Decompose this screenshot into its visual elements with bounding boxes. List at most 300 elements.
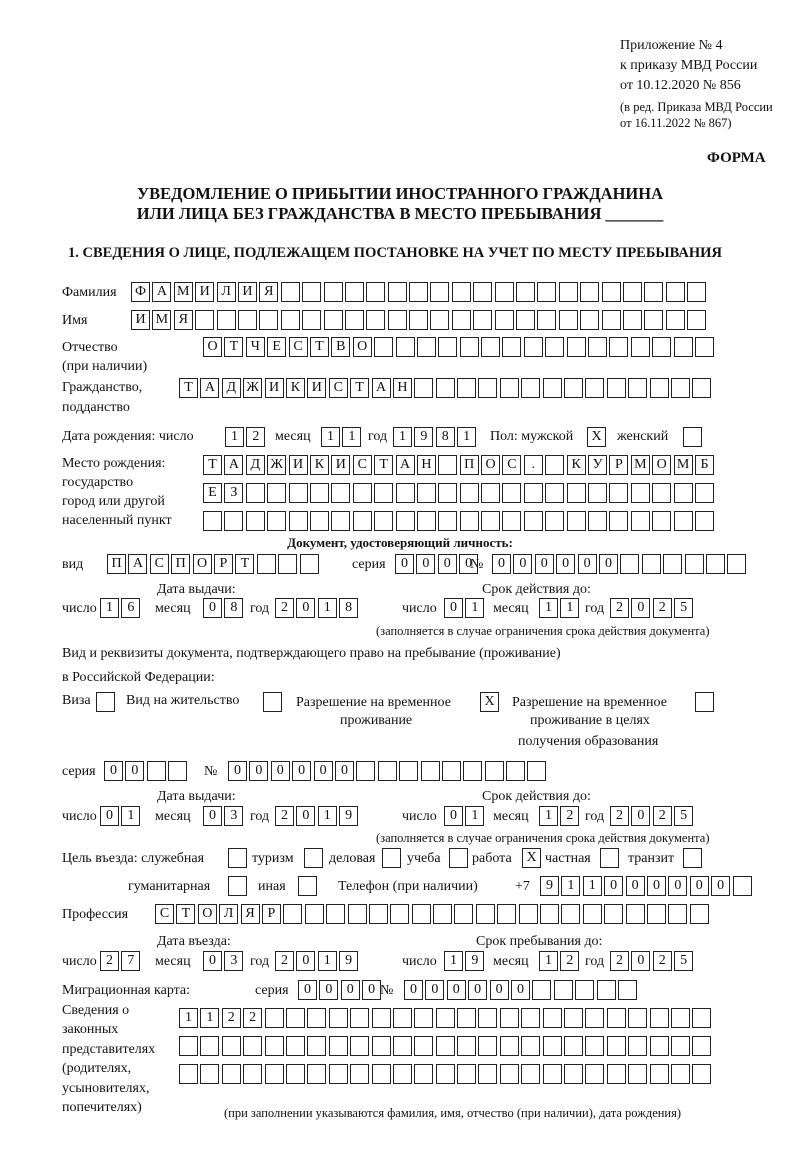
char-cell[interactable] [652,511,671,531]
char-cell[interactable]: А [372,378,391,398]
char-cell[interactable]: 2 [243,1008,262,1028]
char-cell[interactable] [438,483,457,503]
char-cell[interactable] [257,554,276,574]
char-cell[interactable]: 0 [296,951,315,971]
char-cell[interactable] [438,337,457,357]
char-cell[interactable] [668,904,687,924]
char-cell[interactable] [626,904,645,924]
char-cell[interactable] [543,1036,562,1056]
char-cell[interactable]: 0 [314,761,333,781]
purpose-official-checkbox[interactable] [228,848,249,868]
char-cell[interactable] [607,1036,626,1056]
char-cell[interactable] [417,483,436,503]
char-cell[interactable]: 1 [200,1008,219,1028]
char-cell[interactable]: 0 [203,951,222,971]
char-cell[interactable] [527,761,546,781]
char-cell[interactable] [366,310,385,330]
char-cell[interactable]: 0 [425,980,444,1000]
char-cell[interactable]: 9 [414,427,433,447]
char-cell[interactable]: 5 [674,598,693,618]
char-cell[interactable] [243,1064,262,1084]
char-cell[interactable] [495,282,514,302]
char-cell[interactable] [263,692,282,712]
visa-checkbox[interactable] [96,692,117,712]
char-cell[interactable]: 0 [711,876,730,896]
char-cell[interactable]: 0 [459,554,478,574]
char-cell[interactable] [399,761,418,781]
char-cell[interactable] [286,1064,305,1084]
char-cell[interactable]: К [567,455,586,475]
char-cell[interactable] [674,511,693,531]
char-cell[interactable] [393,1008,412,1028]
purpose-other-checkbox[interactable] [298,876,319,896]
char-cell[interactable] [222,1064,241,1084]
char-cell[interactable] [393,1036,412,1056]
char-cell[interactable] [674,337,693,357]
char-cell[interactable] [623,282,642,302]
char-cell[interactable] [350,1064,369,1084]
char-cell[interactable] [329,1036,348,1056]
char-cell[interactable]: Д [222,378,241,398]
char-cell[interactable]: Т [224,337,243,357]
char-cell[interactable] [671,1064,690,1084]
char-cell[interactable] [692,1008,711,1028]
id-valid-month-field[interactable] [539,598,582,618]
char-cell[interactable]: И [265,378,284,398]
char-cell[interactable] [463,761,482,781]
char-cell[interactable] [331,511,350,531]
char-cell[interactable] [588,511,607,531]
char-cell[interactable]: 0 [228,761,247,781]
char-cell[interactable] [650,1036,669,1056]
char-cell[interactable] [388,310,407,330]
char-cell[interactable] [307,1064,326,1084]
char-cell[interactable]: О [353,337,372,357]
char-cell[interactable]: 1 [457,427,476,447]
char-cell[interactable]: 2 [610,951,629,971]
char-cell[interactable] [298,876,317,896]
stay-valid-day-field[interactable] [444,806,487,826]
char-cell[interactable] [618,980,637,1000]
char-cell[interactable]: М [174,282,193,302]
char-cell[interactable] [300,554,319,574]
char-cell[interactable] [372,1064,391,1084]
char-cell[interactable]: 0 [292,761,311,781]
char-cell[interactable] [543,1064,562,1084]
char-cell[interactable]: 0 [362,980,381,1000]
char-cell[interactable] [228,848,247,868]
char-cell[interactable]: Р [214,554,233,574]
trp-checkbox[interactable] [480,692,501,712]
char-cell[interactable] [243,1036,262,1056]
entry-month-field[interactable] [203,951,246,971]
char-cell[interactable] [666,282,685,302]
migration-number-field[interactable] [404,980,639,1000]
char-cell[interactable]: Ж [267,455,286,475]
char-cell[interactable]: 0 [631,951,650,971]
char-cell[interactable]: 3 [224,951,243,971]
stay-valid-month-field[interactable] [539,806,582,826]
dob-year-field[interactable] [393,427,479,447]
char-cell[interactable] [537,282,556,302]
sex-male-checkbox[interactable] [587,427,608,447]
char-cell[interactable] [671,378,690,398]
char-cell[interactable] [652,337,671,357]
char-cell[interactable]: 0 [668,876,687,896]
char-cell[interactable] [460,337,479,357]
char-cell[interactable] [324,282,343,302]
char-cell[interactable] [289,511,308,531]
char-cell[interactable]: 1 [465,598,484,618]
char-cell[interactable] [559,310,578,330]
char-cell[interactable] [642,554,661,574]
char-cell[interactable] [460,483,479,503]
char-cell[interactable]: 1 [583,876,602,896]
char-cell[interactable] [452,310,471,330]
char-cell[interactable] [393,1064,412,1084]
char-cell[interactable]: 0 [447,980,466,1000]
char-cell[interactable] [436,1008,455,1028]
char-cell[interactable] [502,337,521,357]
char-cell[interactable] [585,378,604,398]
char-cell[interactable] [356,761,375,781]
char-cell[interactable] [228,876,247,896]
char-cell[interactable] [369,904,388,924]
char-cell[interactable]: X [522,848,541,868]
char-cell[interactable]: 5 [674,951,693,971]
char-cell[interactable] [583,904,602,924]
char-cell[interactable]: 1 [318,951,337,971]
char-cell[interactable] [650,1008,669,1028]
char-cell[interactable]: 1 [539,806,558,826]
char-cell[interactable]: 0 [296,598,315,618]
char-cell[interactable]: О [481,455,500,475]
char-cell[interactable]: П [171,554,190,574]
purpose-study-checkbox[interactable] [449,848,470,868]
char-cell[interactable] [238,310,257,330]
char-cell[interactable] [414,1008,433,1028]
id-valid-year-field[interactable] [610,598,696,618]
char-cell[interactable]: Т [235,554,254,574]
char-cell[interactable] [543,378,562,398]
char-cell[interactable] [521,1008,540,1028]
char-cell[interactable]: К [286,378,305,398]
char-cell[interactable]: 0 [690,876,709,896]
dob-month-field[interactable] [321,427,364,447]
char-cell[interactable] [502,483,521,503]
char-cell[interactable] [329,1008,348,1028]
char-cell[interactable]: 3 [224,806,243,826]
char-cell[interactable] [628,1008,647,1028]
char-cell[interactable] [396,337,415,357]
char-cell[interactable] [692,378,711,398]
char-cell[interactable] [733,876,752,896]
char-cell[interactable]: Т [350,378,369,398]
char-cell[interactable]: Е [203,483,222,503]
char-cell[interactable] [476,904,495,924]
char-cell[interactable]: С [289,337,308,357]
char-cell[interactable]: 0 [298,980,317,1000]
char-cell[interactable]: О [193,554,212,574]
char-cell[interactable] [671,1036,690,1056]
phone-field[interactable] [540,876,754,896]
char-cell[interactable] [524,337,543,357]
char-cell[interactable] [454,904,473,924]
stay-issue-month-field[interactable] [203,806,246,826]
char-cell[interactable] [564,378,583,398]
char-cell[interactable] [438,455,457,475]
char-cell[interactable] [348,904,367,924]
char-cell[interactable] [449,848,468,868]
char-cell[interactable]: 0 [203,806,222,826]
char-cell[interactable]: Б [695,455,714,475]
char-cell[interactable] [350,1008,369,1028]
char-cell[interactable]: 8 [339,598,358,618]
char-cell[interactable]: 0 [125,761,144,781]
char-cell[interactable] [585,1064,604,1084]
char-cell[interactable]: Я [241,904,260,924]
char-cell[interactable]: 1 [318,806,337,826]
char-cell[interactable]: 9 [339,951,358,971]
char-cell[interactable] [524,483,543,503]
char-cell[interactable] [564,1008,583,1028]
char-cell[interactable]: 1 [465,806,484,826]
char-cell[interactable] [559,282,578,302]
id-doc-type-field[interactable] [107,554,321,574]
char-cell[interactable] [500,378,519,398]
char-cell[interactable]: П [107,554,126,574]
stay-issue-year-field[interactable] [275,806,361,826]
char-cell[interactable]: 2 [275,951,294,971]
char-cell[interactable]: 0 [578,554,597,574]
char-cell[interactable] [168,761,187,781]
char-cell[interactable]: А [396,455,415,475]
char-cell[interactable]: 1 [225,427,244,447]
char-cell[interactable] [286,1008,305,1028]
char-cell[interactable]: Р [262,904,281,924]
surname-field[interactable] [131,282,709,302]
char-cell[interactable]: 0 [468,980,487,1000]
char-cell[interactable]: 0 [490,980,509,1000]
char-cell[interactable] [259,310,278,330]
char-cell[interactable]: 0 [104,761,123,781]
char-cell[interactable] [374,483,393,503]
char-cell[interactable]: 2 [653,598,672,618]
char-cell[interactable] [609,337,628,357]
stay-month-field[interactable] [539,951,582,971]
char-cell[interactable] [457,378,476,398]
char-cell[interactable] [545,483,564,503]
id-doc-series-field[interactable] [395,554,484,574]
char-cell[interactable] [609,483,628,503]
char-cell[interactable] [537,310,556,330]
char-cell[interactable]: 0 [319,980,338,1000]
citizenship-field[interactable] [179,378,714,398]
char-cell[interactable] [350,1036,369,1056]
char-cell[interactable] [278,554,297,574]
char-cell[interactable]: И [331,455,350,475]
char-cell[interactable]: С [353,455,372,475]
char-cell[interactable] [412,904,431,924]
char-cell[interactable]: 0 [604,876,623,896]
char-cell[interactable] [567,337,586,357]
char-cell[interactable] [647,904,666,924]
char-cell[interactable]: 0 [335,761,354,781]
char-cell[interactable] [695,483,714,503]
char-cell[interactable] [417,511,436,531]
char-cell[interactable] [304,848,323,868]
entry-year-field[interactable] [275,951,361,971]
pob-field-3[interactable] [203,511,716,531]
char-cell[interactable]: 0 [492,554,511,574]
char-cell[interactable] [305,904,324,924]
char-cell[interactable] [265,1008,284,1028]
char-cell[interactable] [650,378,669,398]
char-cell[interactable] [436,378,455,398]
char-cell[interactable] [224,511,243,531]
char-cell[interactable]: 1 [121,806,140,826]
char-cell[interactable] [478,378,497,398]
stay-year-field[interactable] [610,951,696,971]
char-cell[interactable] [727,554,746,574]
char-cell[interactable] [502,511,521,531]
char-cell[interactable]: А [200,378,219,398]
char-cell[interactable]: 6 [121,598,140,618]
char-cell[interactable] [345,310,364,330]
char-cell[interactable] [281,282,300,302]
char-cell[interactable] [628,378,647,398]
char-cell[interactable] [695,337,714,357]
char-cell[interactable] [147,761,166,781]
residence-checkbox[interactable] [263,692,284,712]
profession-field[interactable] [155,904,711,924]
char-cell[interactable]: Т [179,378,198,398]
char-cell[interactable]: Л [217,282,236,302]
char-cell[interactable] [561,904,580,924]
char-cell[interactable]: 1 [539,598,558,618]
char-cell[interactable]: 2 [560,806,579,826]
char-cell[interactable] [545,455,564,475]
char-cell[interactable]: 5 [674,806,693,826]
purpose-transit-checkbox[interactable] [683,848,704,868]
char-cell[interactable] [500,1064,519,1084]
char-cell[interactable] [433,904,452,924]
stay-issue-day-field[interactable] [100,806,143,826]
char-cell[interactable] [602,282,621,302]
char-cell[interactable] [378,761,397,781]
char-cell[interactable] [623,310,642,330]
sex-female-checkbox[interactable] [683,427,704,447]
id-issue-year-field[interactable] [275,598,361,618]
char-cell[interactable] [436,1036,455,1056]
char-cell[interactable] [179,1064,198,1084]
char-cell[interactable]: О [203,337,222,357]
char-cell[interactable]: Р [609,455,628,475]
char-cell[interactable] [478,1064,497,1084]
char-cell[interactable] [580,282,599,302]
char-cell[interactable] [588,483,607,503]
char-cell[interactable] [302,282,321,302]
representatives-field-2[interactable] [179,1036,714,1056]
char-cell[interactable]: С [150,554,169,574]
char-cell[interactable] [602,310,621,330]
char-cell[interactable] [545,511,564,531]
char-cell[interactable]: И [238,282,257,302]
char-cell[interactable] [506,761,525,781]
char-cell[interactable]: Ф [131,282,150,302]
char-cell[interactable] [460,511,479,531]
char-cell[interactable] [519,904,538,924]
char-cell[interactable]: 1 [560,598,579,618]
char-cell[interactable]: 2 [653,951,672,971]
id-issue-month-field[interactable] [203,598,246,618]
char-cell[interactable] [516,282,535,302]
char-cell[interactable] [644,310,663,330]
char-cell[interactable]: К [310,455,329,475]
char-cell[interactable] [326,904,345,924]
char-cell[interactable] [96,692,115,712]
char-cell[interactable] [500,1036,519,1056]
char-cell[interactable] [331,483,350,503]
dob-day-field[interactable] [225,427,268,447]
char-cell[interactable]: Л [219,904,238,924]
char-cell[interactable]: О [652,455,671,475]
representatives-field-1[interactable] [179,1008,714,1028]
char-cell[interactable] [695,692,714,712]
char-cell[interactable] [374,511,393,531]
char-cell[interactable] [500,1008,519,1028]
patronymic-field[interactable] [203,337,716,357]
char-cell[interactable]: М [631,455,650,475]
char-cell[interactable]: 0 [631,598,650,618]
char-cell[interactable] [628,1064,647,1084]
char-cell[interactable] [540,904,559,924]
char-cell[interactable] [396,511,415,531]
char-cell[interactable]: 1 [393,427,412,447]
char-cell[interactable]: 8 [224,598,243,618]
char-cell[interactable]: 1 [100,598,119,618]
char-cell[interactable]: Н [393,378,412,398]
char-cell[interactable] [442,761,461,781]
migration-series-field[interactable] [298,980,384,1000]
char-cell[interactable] [597,980,616,1000]
char-cell[interactable] [478,1008,497,1028]
char-cell[interactable] [631,483,650,503]
char-cell[interactable]: 0 [296,806,315,826]
char-cell[interactable]: 0 [599,554,618,574]
purpose-business-checkbox[interactable] [382,848,403,868]
char-cell[interactable]: П [460,455,479,475]
char-cell[interactable] [473,282,492,302]
char-cell[interactable] [436,1064,455,1084]
char-cell[interactable] [609,511,628,531]
char-cell[interactable]: 0 [647,876,666,896]
char-cell[interactable] [481,511,500,531]
char-cell[interactable] [666,310,685,330]
char-cell[interactable]: 0 [626,876,645,896]
char-cell[interactable]: 9 [540,876,559,896]
char-cell[interactable] [353,483,372,503]
id-issue-day-field[interactable] [100,598,143,618]
char-cell[interactable]: С [502,455,521,475]
char-cell[interactable] [600,848,619,868]
char-cell[interactable]: Ч [246,337,265,357]
char-cell[interactable] [495,310,514,330]
char-cell[interactable]: О [198,904,217,924]
purpose-private-checkbox[interactable] [600,848,621,868]
char-cell[interactable] [414,1036,433,1056]
name-field[interactable] [131,310,709,330]
